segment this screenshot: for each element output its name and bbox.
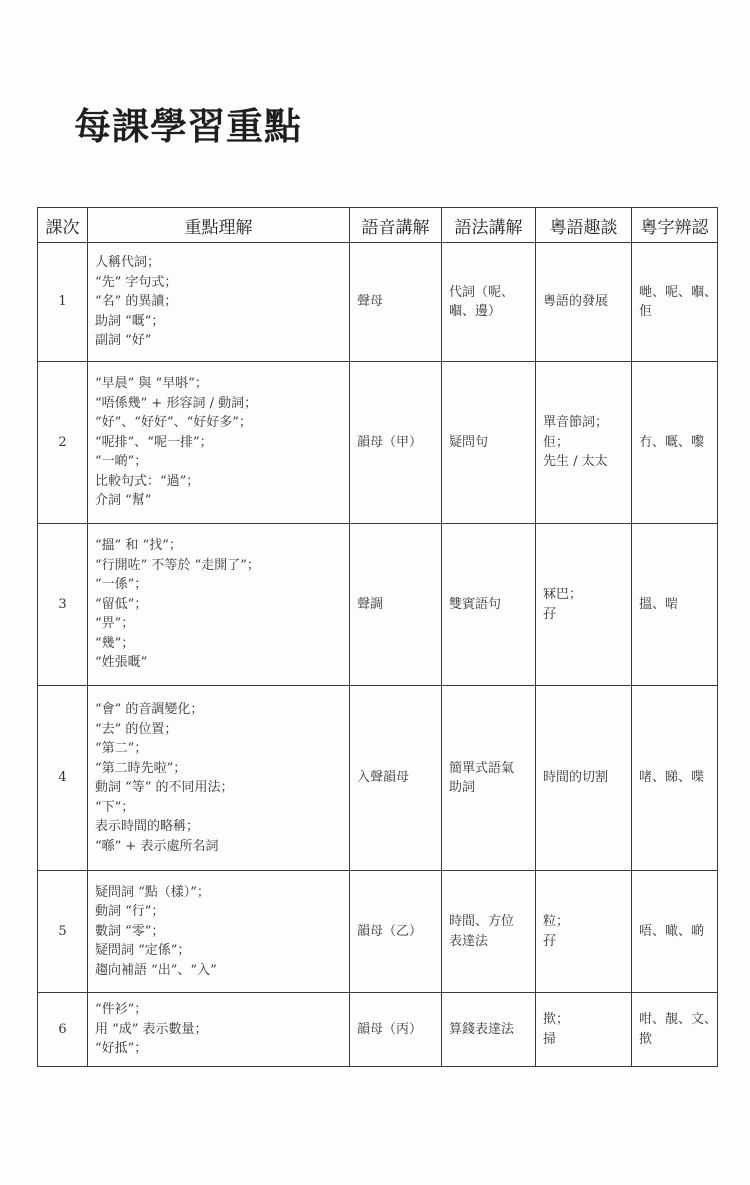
phonetics-lines [357,433,434,453]
key-points-lines [95,536,342,673]
cantonese-fun-line: 粵語的發展 [543,294,609,310]
cantonese-fun-line: 先生 / 太太 [543,454,608,470]
cantonese-fun-line: 粒； [543,914,570,929]
lesson-number: 1 [38,243,88,362]
key-points-line: 用 “成” 表示數量； [95,1021,208,1037]
phonetics-line: 韻母（乙） [357,923,423,939]
characters-cell [632,362,718,524]
grammar-lines [449,433,528,453]
cantonese-fun-cell [536,362,632,524]
header-grammar: 語法講解 [442,208,536,243]
key-points-line: “先” 字句式； [95,274,178,290]
characters-cell [632,243,718,362]
grammar-line: 疑問句 [449,434,489,450]
cantonese-fun-cell [536,871,632,993]
key-points-line: “下”； [95,799,135,815]
cantonese-fun-lines [543,292,624,312]
phonetics-cell [350,243,442,362]
grammar-cell [442,524,536,686]
key-points-line: “好抵”； [95,1041,148,1057]
cantonese-fun-line: 時間的切割 [543,770,609,786]
cantonese-fun-line: 揿； [543,1012,570,1027]
key-points-line: “會” 的音調變化； [95,702,204,717]
key-points-cell [88,993,350,1067]
key-points-line: “第二”； [95,741,148,756]
key-points-line: “姓張嘅” [95,655,148,671]
key-points-lines [95,253,342,351]
grammar-line: 雙賓語句 [449,596,502,612]
grammar-cell [442,362,536,524]
table-body [38,243,718,1067]
phonetics-line: 入聲韻母 [357,770,410,786]
grammar-lines [449,595,528,615]
grammar-cell [442,243,536,362]
table-row [38,362,718,524]
cantonese-fun-line: 佢； [543,434,570,450]
cantonese-fun-lines [543,912,624,951]
key-points-line: 助詞 “嘅”； [95,313,165,329]
key-points-line: “一啲”； [95,454,148,470]
characters-lines [639,283,718,322]
key-points-line: “去” 的位置； [95,721,178,737]
key-points-lines [95,1000,342,1059]
key-points-cell [88,243,350,362]
grammar-cell [442,871,536,993]
phonetics-lines [357,922,434,942]
key-points-line: “唔係幾” + 形容詞 / 動詞； [95,395,258,411]
characters-line: 佢 [639,304,653,319]
key-points-cell [88,871,350,993]
characters-lines [639,1010,718,1049]
grammar-line: 代詞（呢、 [449,284,515,300]
characters-cell [632,524,718,686]
key-points-line: 動詞 “等” 的不同用法； [95,780,234,795]
characters-line: 啫、睇、喋 [639,770,705,786]
cantonese-fun-line: 孖 [543,606,557,622]
lesson-number: 5 [38,871,88,993]
header-row [38,208,718,243]
lesson-number: 4 [38,686,88,871]
characters-line: 冇、嘅、嚟 [639,434,705,450]
grammar-lines [449,759,528,798]
characters-lines [639,922,710,942]
cantonese-fun-line: 孖 [543,933,557,949]
characters-line: 唔、噉、啲 [639,923,705,939]
cantonese-fun-cell [536,686,632,871]
key-points-line: 副詞 “好” [95,333,152,349]
grammar-line: 時間、方位 [449,914,515,929]
cantonese-fun-lines [543,768,624,788]
table-row [38,243,718,362]
lesson-number: 2 [38,362,88,524]
key-points-line: “喺” + 表示處所名詞 [95,838,219,854]
key-points-line: “畀”； [95,616,135,632]
cantonese-fun-cell [536,524,632,686]
cantonese-fun-line: 掃 [543,1031,557,1047]
cantonese-fun-lines [543,585,624,624]
key-points-line: 趨向補語 “出”、“入” [95,962,217,978]
key-points-line: “一係”； [95,577,148,593]
phonetics-cell [350,686,442,871]
cantonese-fun-cell [536,993,632,1067]
key-points-cell [88,524,350,686]
header-characters: 粵字辨認 [632,208,718,243]
cantonese-fun-line: 冧巴； [543,587,583,602]
key-points-line: “幾”； [95,635,135,651]
key-points-cell [88,362,350,524]
phonetics-cell [350,362,442,524]
characters-lines [639,768,710,788]
grammar-line: 表達法 [449,933,489,949]
header-lesson: 課次 [38,208,88,243]
cantonese-fun-cell [536,243,632,362]
key-points-line: 動詞 “行”； [95,904,165,920]
table-row [38,524,718,686]
grammar-lines [449,283,528,322]
grammar-lines [449,1020,528,1040]
lesson-number: 6 [38,993,88,1067]
lesson-overview-table [37,207,718,1067]
cantonese-fun-lines [543,413,624,472]
characters-line: 哋、呢、嗰、 [639,284,718,300]
key-points-line: “行開咗” 不等於 “走開了”； [95,557,260,573]
phonetics-cell [350,524,442,686]
table-row [38,993,718,1067]
key-points-line: “搵” 和 “找”； [95,538,182,554]
table-row [38,686,718,871]
phonetics-line: 聲調 [357,596,384,612]
characters-cell [632,871,718,993]
key-points-lines [95,700,342,856]
phonetics-line: 聲母 [357,294,384,310]
header-key-points: 重點理解 [88,208,350,243]
key-points-line: “留低”； [95,596,148,612]
key-points-line: “名” 的異讀； [95,294,178,310]
key-points-lines [95,883,342,981]
characters-cell [632,993,718,1067]
characters-lines [639,433,710,453]
key-points-line: 表示時間的略稱； [95,819,200,834]
phonetics-lines [357,292,434,312]
grammar-line: 嗰、邊） [449,304,502,319]
page-title: 每課學習重點 [74,104,302,148]
table-row [38,871,718,993]
grammar-lines [449,912,528,951]
phonetics-line: 韻母（丙） [357,1021,423,1037]
characters-line: 咁、靚、文、 [639,1012,718,1027]
key-points-line: 比較句式：“過”； [95,473,200,489]
phonetics-cell [350,871,442,993]
key-points-line: “好”、“好好”、“好好多”； [95,415,252,431]
key-points-line: 疑問詞 “點（樣）”； [95,884,210,900]
key-points-line: 介詞 “幫” [95,493,152,509]
grammar-line: 算錢表達法 [449,1021,515,1037]
key-points-line: “呢排”、“呢一排”； [95,434,213,450]
characters-lines [639,595,710,615]
grammar-cell [442,993,536,1067]
grammar-line: 助詞 [449,780,476,795]
key-points-line: 人稱代詞； [95,255,161,271]
cantonese-fun-line: 單音節詞； [543,415,609,431]
grammar-line: 簡單式語氣 [449,760,515,776]
key-points-line: “件衫”； [95,1002,148,1018]
phonetics-lines [357,768,434,788]
lesson-number: 3 [38,524,88,686]
phonetics-cell [350,993,442,1067]
grammar-cell [442,686,536,871]
characters-line: 揿 [639,1031,653,1047]
key-points-line: “早晨” 與 “早唞”； [95,376,208,392]
key-points-cell [88,686,350,871]
phonetics-lines [357,1020,434,1040]
key-points-lines [95,374,342,511]
phonetics-line: 韻母（甲） [357,434,423,450]
key-points-line: 疑問詞 “定係”； [95,943,191,959]
characters-line: 搵、啱 [639,596,679,612]
header-cantonese-fun: 粵語趣談 [536,208,632,243]
cantonese-fun-lines [543,1010,624,1049]
key-points-line: 數詞 “零”； [95,923,165,939]
header-phonetics: 語音講解 [350,208,442,243]
characters-cell [632,686,718,871]
phonetics-lines [357,595,434,615]
key-points-line: “第二時先啦”； [95,760,187,776]
